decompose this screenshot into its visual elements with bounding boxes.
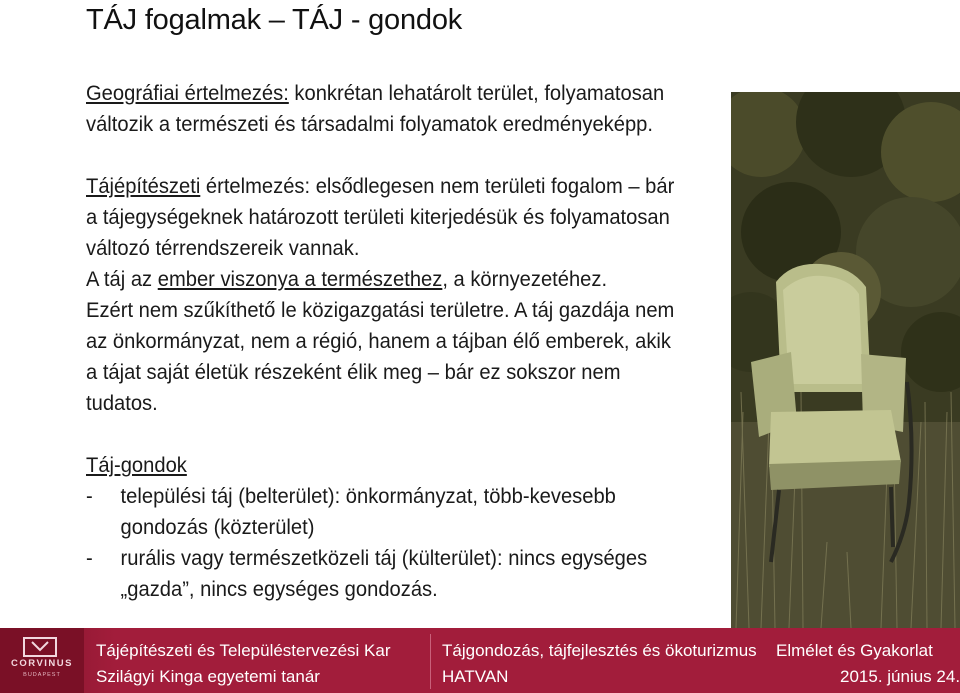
footer-course: Tájgondozás, tájfejlesztés és ökoturizmus [442,641,757,660]
page-title: TÁJ fogalmak – TÁJ - gondok [86,4,463,36]
taj-line4-underlined: ember viszonya a természethez [157,268,443,291]
corvinus-crest-icon [22,636,58,658]
geo-paragraph [86,78,700,140]
gondok-heading-text: Táj-gondok [86,454,187,477]
taj-line8: tudatos. [86,392,158,415]
slide-footer [0,628,960,693]
list-item-line1: rurális vagy természetközeli táj (külterület): nincs egységes [120,547,648,570]
taj-line7: a tájat saját életük részeként élik meg – bár ez sokszor nem [86,361,621,384]
list-item-line2: „gazda”, nincs egységes gondozás. [120,578,438,601]
footer-faculty: Tájépítészeti és Településtervezési Kar [96,641,391,660]
gondok-list [86,481,700,605]
list-item-line2: gondozás (közterület) [120,516,315,539]
logo-sub: BUDAPEST [23,672,61,678]
corvinus-logo [0,628,84,693]
gondok-heading [86,450,700,481]
slide-body [86,78,700,605]
footer-location: HATVAN [442,667,509,686]
footer-date: 2015. június 24. [840,667,960,686]
geo-line2: változik a természeti és társadalmi folyamatok eredményeképp. [86,113,653,136]
armchair-in-grass-photo [731,92,960,628]
taj-line6: az önkormányzat, nem a régió, hanem a tájban élő emberek, akik [86,330,671,353]
list-dash: - [86,547,93,570]
list-item-line1: települési táj (belterület): önkormányzat, több-kevesebb [120,485,616,508]
logo-brand: CORVINUS [11,658,73,669]
taj-paragraph [86,171,700,419]
geo-line1: konkrétan lehatárolt terület, folyamatosan [288,82,665,105]
taj-line4-pre: A táj az [86,268,158,291]
footer-author: Szilágyi Kinga egyetemi tanár [96,667,320,686]
list-item [86,543,700,605]
list-item [86,481,700,543]
geo-label: Geográfiai értelmezés: [86,82,289,105]
taj-line3: változó térrendszereik vannak. [86,237,360,260]
taj-label: Tájépítészeti [86,175,201,198]
taj-line4-post: , a környezetéhez. [442,268,608,291]
footer-course-type: Elmélet és Gyakorlat [776,641,933,660]
list-dash: - [86,485,93,508]
taj-line5: Ezért nem szűkíthető le közigazgatási területre. A táj gazdája nem [86,299,675,322]
taj-line1: értelmezés: elsődlegesen nem területi fogalom – bár [200,175,675,198]
footer-divider [430,634,431,689]
taj-line2: a tájegységeknek határozott területi kiterjedésük és folyamatosan [86,206,670,229]
